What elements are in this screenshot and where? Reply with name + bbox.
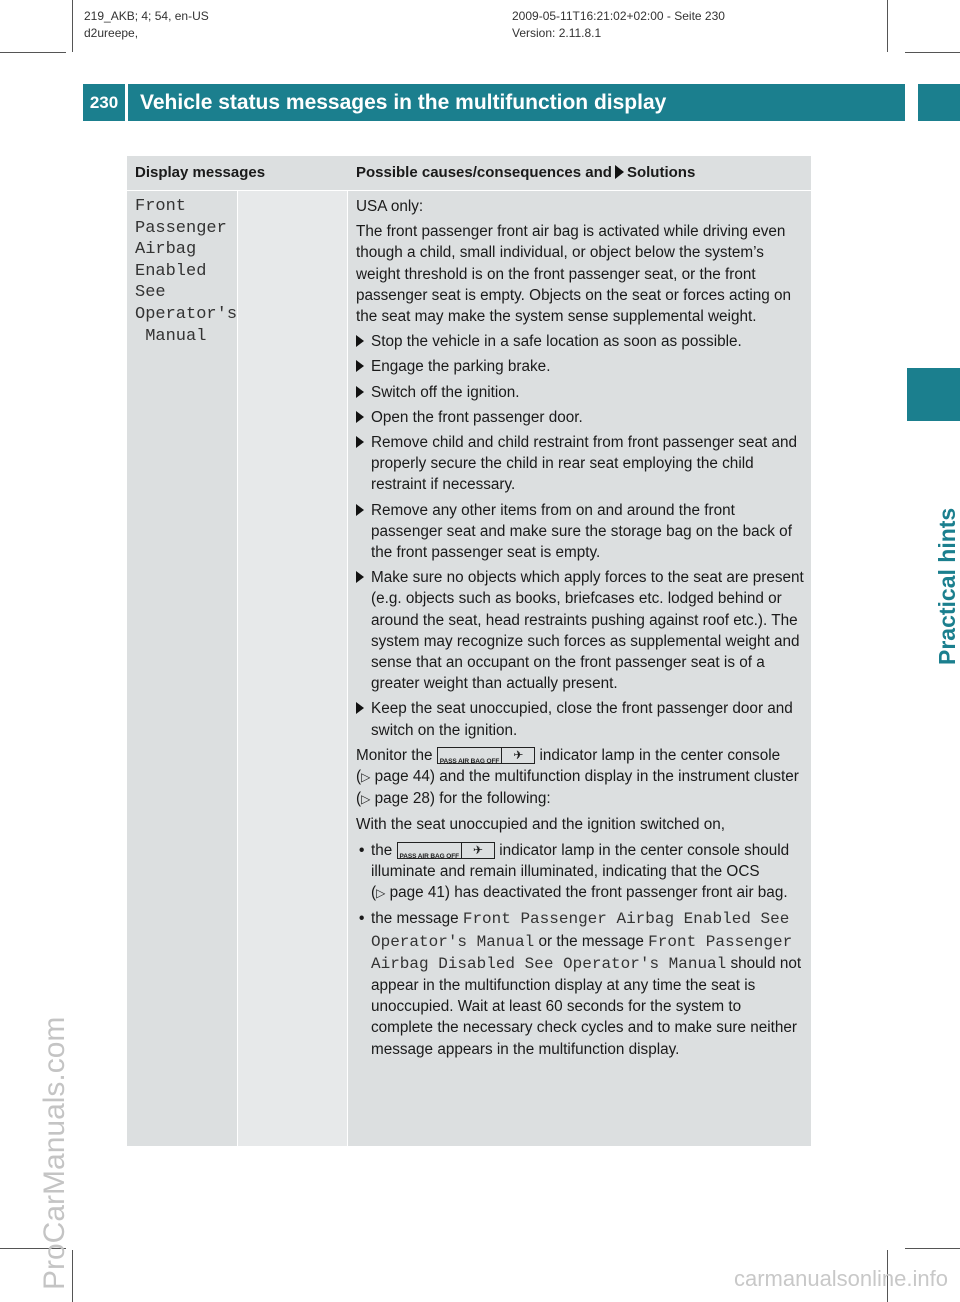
step-text: Stop the vehicle in a safe location as soon as possible. bbox=[371, 333, 742, 351]
intro-paragraph: The front passenger front air bag is activated while driving even though a child, small individual, or object below the system’s weight threshold is on the front passenger seat, or the front passenger seat is empty. Objects on the seat or forces acting on the seat may make the system sense supplemental weight. bbox=[356, 223, 792, 326]
crop-mark bbox=[887, 0, 888, 52]
bullet-text: or the message bbox=[538, 932, 644, 950]
column-header-causes-text: Possible causes/consequences and bbox=[356, 164, 612, 181]
step-arrow-icon bbox=[356, 571, 364, 583]
page-reference: page 28 bbox=[374, 790, 430, 808]
section-label: Practical hints bbox=[934, 507, 960, 665]
print-meta-line: 2009-05-11T16:21:02+02:00 - Seite 230 bbox=[512, 9, 725, 23]
step-item bbox=[356, 382, 806, 403]
passenger-airbag-off-icon: ✈ bbox=[501, 748, 534, 763]
step-text: Make sure no objects which apply forces to the seat are present (e.g. objects such as books, briefcases etc. lodged behind or around the seat, head restraints pushing against roof etc.). The system may recognize such forces as supplemental weight and sense that an occupant on the front passenger seat is of a greater weight than actually present. bbox=[371, 569, 804, 693]
step-item bbox=[356, 500, 806, 564]
page-reference: page 44 bbox=[374, 768, 430, 786]
step-item bbox=[356, 698, 806, 740]
page-ref-triangle-icon: ▷ bbox=[361, 792, 371, 807]
step-item bbox=[356, 407, 806, 428]
step-text: Keep the seat unoccupied, close the front passenger door and switch on the ignition. bbox=[371, 700, 793, 739]
display-message-line: Enabled bbox=[135, 261, 207, 281]
display-message-line: See bbox=[135, 283, 166, 303]
bullet-item bbox=[356, 840, 806, 905]
step-item bbox=[356, 567, 806, 694]
side-tab-block bbox=[907, 368, 960, 421]
display-message-line: Passenger bbox=[135, 218, 227, 238]
crop-mark bbox=[0, 52, 66, 53]
page-header bbox=[83, 84, 905, 121]
print-meta-line: d2ureepe, bbox=[84, 26, 139, 40]
display-message-line: Manual bbox=[135, 326, 207, 346]
page-ref-triangle-icon: ▷ bbox=[361, 770, 371, 785]
table-cell-blank bbox=[238, 191, 347, 1146]
monitor-paragraph bbox=[356, 745, 806, 811]
passenger-airbag-off-icon: ✈ bbox=[461, 843, 494, 858]
solutions-content bbox=[356, 196, 806, 1064]
watermark: ProCarManuals.com bbox=[38, 1016, 71, 1290]
page-ref-triangle-icon: ▷ bbox=[376, 886, 386, 901]
lamp-label: PASS AIR BAG OFF bbox=[439, 757, 500, 765]
step-arrow-icon bbox=[356, 702, 364, 714]
bullet-text: the message bbox=[371, 910, 459, 928]
pass-air-bag-off-lamp-icon bbox=[437, 747, 535, 764]
column-header-solutions-text: Solutions bbox=[626, 164, 696, 181]
step-item bbox=[356, 331, 806, 352]
crop-mark bbox=[905, 52, 960, 53]
bullet-text: the bbox=[371, 841, 393, 859]
with-seat-paragraph: With the seat unoccupied and the ignition switched on, bbox=[356, 816, 726, 834]
step-arrow-icon bbox=[356, 411, 364, 423]
column-header-causes bbox=[356, 156, 695, 190]
step-text: Remove any other items from on and around the front passenger seat and make sure the storage bag on the back of the front passenger seat is empty. bbox=[371, 501, 792, 562]
column-header-display: Display messages bbox=[135, 164, 266, 181]
print-meta-right bbox=[512, 8, 725, 42]
footer-watermark: carmanualsonline.info bbox=[733, 1266, 948, 1291]
print-meta-line: 219_AKB; 4; 54, en-US bbox=[84, 9, 209, 23]
step-arrow-icon bbox=[356, 436, 364, 448]
display-message-line: Operator's bbox=[135, 304, 238, 324]
step-text: Switch off the ignition. bbox=[371, 383, 520, 401]
bullet-text: should not appear in the multifunction display at any time the seat is unoccupied. Wait at least 60 seconds for the system to complete the necessary check cycles and to make sure neither message appears in the multifunction display. bbox=[371, 954, 802, 1058]
lamp-label: PASS AIR BAG OFF bbox=[399, 852, 459, 860]
step-arrow-icon bbox=[356, 386, 364, 398]
step-arrow-icon bbox=[356, 360, 364, 372]
crop-mark bbox=[72, 0, 73, 52]
bullet-text: ) has deactivated the front passenger front air bag. bbox=[444, 884, 788, 902]
bullet-dot-icon: • bbox=[359, 910, 365, 928]
print-meta-left bbox=[84, 8, 209, 42]
step-text: Engage the parking brake. bbox=[371, 358, 551, 376]
monitor-text: ) and the multifunction display in the instrument cluster ( bbox=[356, 768, 799, 808]
bullet-dot-icon: • bbox=[359, 841, 365, 859]
step-text: Open the front passenger door. bbox=[371, 408, 583, 426]
pass-air-bag-off-lamp-icon bbox=[397, 842, 495, 859]
page-title: Vehicle status messages in the multifunction display bbox=[140, 91, 667, 114]
table-header bbox=[127, 156, 811, 190]
step-arrow-icon bbox=[356, 504, 364, 516]
step-item bbox=[356, 356, 806, 377]
page-reference: page 41 bbox=[389, 884, 445, 902]
usa-only-note: USA only: bbox=[356, 198, 424, 215]
display-message-inline: Front Passenger Airbag Disabled See Operator's Manual bbox=[371, 932, 793, 973]
page-number: 230 bbox=[89, 93, 119, 112]
monitor-text: indicator lamp in the center console ( bbox=[356, 746, 781, 786]
step-arrow-icon bbox=[356, 335, 364, 347]
display-message-line: Front bbox=[135, 197, 187, 216]
print-meta-line: Version: 2.11.8.1 bbox=[512, 26, 602, 40]
bullet-text: indicator lamp in the center console should illuminate and remain illuminated, indicating that the OCS ( bbox=[371, 841, 790, 902]
step-text: Remove child and child restraint from front passenger seat and properly secure the child in rear seat employing the child restraint if necessary. bbox=[371, 434, 797, 494]
header-divider bbox=[125, 84, 128, 121]
bullet-item bbox=[356, 908, 806, 1059]
side-tab-top bbox=[918, 84, 960, 121]
display-message bbox=[135, 196, 238, 347]
arrow-right-icon bbox=[615, 165, 624, 179]
monitor-text: Monitor the bbox=[356, 746, 433, 764]
display-message-line: Airbag bbox=[135, 240, 197, 260]
crop-mark bbox=[905, 1248, 960, 1249]
display-message-inline: Front Passenger Airbag Enabled See Operator's Manual bbox=[371, 910, 790, 951]
monitor-text: ) for the following: bbox=[429, 790, 551, 808]
step-item bbox=[356, 432, 806, 496]
